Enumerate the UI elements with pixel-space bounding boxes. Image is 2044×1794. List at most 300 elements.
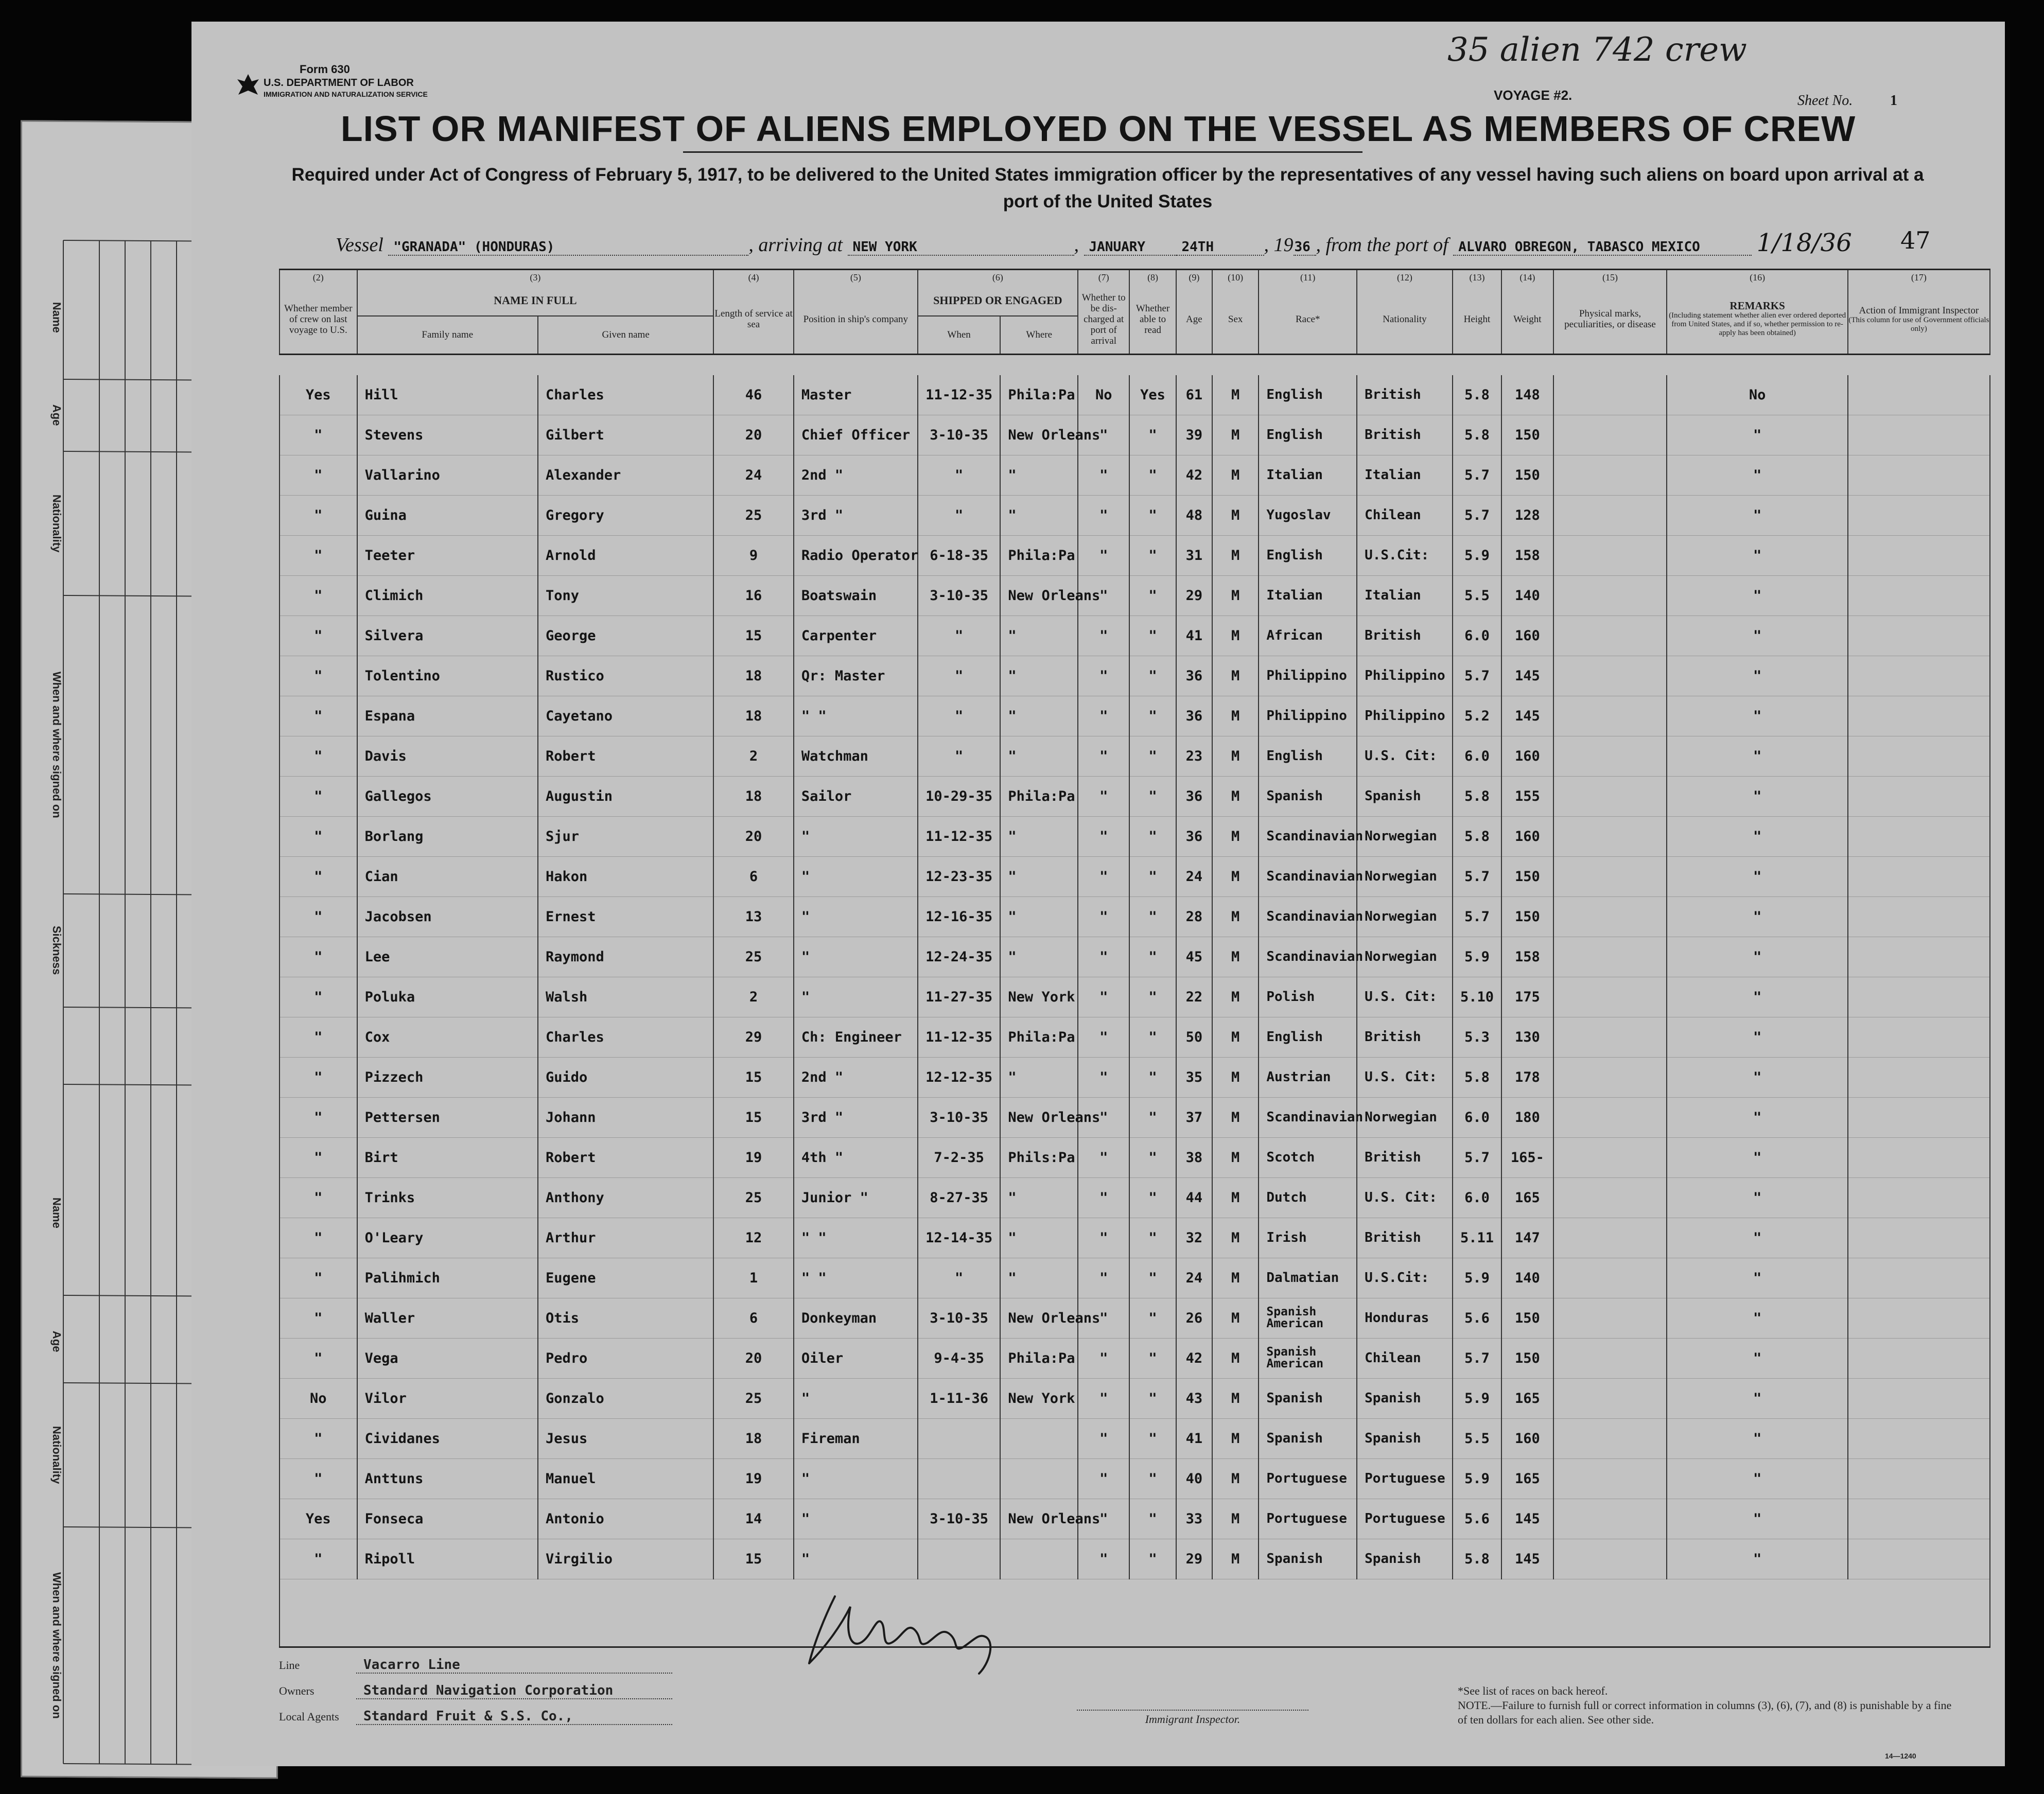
- sex-cell: M: [1212, 535, 1259, 575]
- remarks-cell: ": [1667, 736, 1847, 776]
- discharged-cell: ": [1078, 495, 1129, 535]
- service-cell: 20: [713, 816, 794, 856]
- position-cell: ": [794, 816, 918, 856]
- col-num-5: (5): [794, 270, 918, 285]
- remarks-cell: ": [1667, 1017, 1847, 1057]
- height-cell: 5.10: [1453, 977, 1501, 1017]
- able-read-cell: ": [1129, 696, 1176, 736]
- service-cell: 15: [713, 1539, 794, 1579]
- table-row: [279, 1378, 1990, 1418]
- remarks-cell: ": [1667, 1057, 1847, 1097]
- table-row: [279, 736, 1990, 776]
- race-cell: Spanish American: [1259, 1298, 1357, 1338]
- sex-cell: M: [1212, 1218, 1259, 1258]
- physical-marks-cell: [1553, 1258, 1667, 1298]
- shipped-when-cell: 12-23-35: [918, 856, 1001, 896]
- action-cell: [1848, 575, 1990, 615]
- nationality-cell: Honduras: [1357, 1298, 1453, 1338]
- member-cell: ": [279, 615, 357, 656]
- physical-marks-cell: [1553, 977, 1667, 1017]
- table-row: [279, 1338, 1990, 1378]
- given-name-cell: Otis: [538, 1298, 713, 1338]
- discharged-cell: ": [1078, 816, 1129, 856]
- able-read-cell: ": [1129, 1017, 1176, 1057]
- remarks-cell: ": [1667, 1418, 1847, 1458]
- shipped-where-cell: ": [1000, 495, 1078, 535]
- able-read-cell: Yes: [1129, 375, 1176, 415]
- physical-marks-cell: [1553, 1137, 1667, 1177]
- voyage-number: [1494, 87, 1572, 103]
- discharged-cell: ": [1078, 1057, 1129, 1097]
- able-read-cell: ": [1129, 415, 1176, 455]
- member-cell: Yes: [279, 375, 357, 415]
- nationality-cell: U.S. Cit:: [1357, 1057, 1453, 1097]
- action-cell: [1848, 375, 1990, 415]
- height-cell: 5.7: [1453, 856, 1501, 896]
- nationality-cell: Chilean: [1357, 495, 1453, 535]
- height-cell: 5.7: [1453, 896, 1501, 937]
- remarks-cell: ": [1667, 1177, 1847, 1218]
- age-cell: 36: [1176, 816, 1212, 856]
- nationality-cell: Norwegian: [1357, 937, 1453, 977]
- given-name-cell: Cayetano: [538, 696, 713, 736]
- race-cell: English: [1259, 535, 1357, 575]
- line-value: Vacarro Line: [356, 1657, 672, 1674]
- shipped-where-cell: Phila:Pa: [1000, 1017, 1078, 1057]
- member-cell: ": [279, 856, 357, 896]
- sheet-number: 1: [1890, 93, 1897, 109]
- from-label: , from the port of: [1316, 234, 1448, 256]
- action-cell: [1848, 415, 1990, 455]
- physical-marks-cell: [1553, 896, 1667, 937]
- height-cell: 5.8: [1453, 1539, 1501, 1579]
- service-cell: 18: [713, 656, 794, 696]
- family-name-cell: Vilor: [357, 1378, 538, 1418]
- owners-row: [279, 1683, 672, 1699]
- shipped-when-cell: 3-10-35: [918, 1298, 1001, 1338]
- action-cell: [1848, 977, 1990, 1017]
- sex-cell: M: [1212, 1057, 1259, 1097]
- position-cell: Ch: Engineer: [794, 1017, 918, 1057]
- remarks-cell: ": [1667, 575, 1847, 615]
- col-num-3: (3): [357, 270, 714, 285]
- race-cell: Spanish American: [1259, 1338, 1357, 1378]
- header-physical-marks: Physical marks, peculiarities, or disease: [1553, 285, 1667, 355]
- shipped-when-cell: 3-10-35: [918, 1097, 1001, 1137]
- vessel-label: Vessel: [336, 234, 383, 256]
- service-cell: 18: [713, 696, 794, 736]
- shipped-when-cell: ": [918, 495, 1001, 535]
- table-row: [279, 776, 1990, 816]
- col-num-7: (7): [1078, 270, 1129, 285]
- member-cell: ": [279, 736, 357, 776]
- stub-label-name-2: Name: [50, 1197, 63, 1228]
- weight-cell: 165: [1501, 1458, 1553, 1499]
- nationality-cell: Philippino: [1357, 656, 1453, 696]
- shipped-when-cell: 12-24-35: [918, 937, 1001, 977]
- family-name-cell: Jacobsen: [357, 896, 538, 937]
- able-read-cell: ": [1129, 575, 1176, 615]
- age-cell: 42: [1176, 1338, 1212, 1378]
- race-cell: Philippino: [1259, 696, 1357, 736]
- table-row: [279, 1218, 1990, 1258]
- service-cell: 15: [713, 615, 794, 656]
- agents-label: Local Agents: [279, 1710, 339, 1723]
- member-cell: ": [279, 455, 357, 495]
- able-read-cell: ": [1129, 856, 1176, 896]
- stub-label-nationality-2: Nationality: [50, 1426, 63, 1484]
- table-row: [279, 375, 1990, 415]
- member-cell: ": [279, 575, 357, 615]
- inspector-signature: [804, 1586, 1020, 1679]
- race-cell: African: [1259, 615, 1357, 656]
- weight-cell: 160: [1501, 816, 1553, 856]
- member-cell: ": [279, 1218, 357, 1258]
- sex-cell: M: [1212, 575, 1259, 615]
- position-cell: Qr: Master: [794, 656, 918, 696]
- remarks-cell: ": [1667, 1097, 1847, 1137]
- position-cell: Fireman: [794, 1418, 918, 1458]
- physical-marks-cell: [1553, 1539, 1667, 1579]
- remarks-cell: ": [1667, 937, 1847, 977]
- col-num-6: (6): [918, 270, 1078, 285]
- nationality-cell: British: [1357, 415, 1453, 455]
- given-name-cell: Rustico: [538, 656, 713, 696]
- action-cell: [1848, 816, 1990, 856]
- member-cell: ": [279, 1298, 357, 1338]
- discharged-cell: ": [1078, 896, 1129, 937]
- action-cell: [1848, 776, 1990, 816]
- remarks-cell: ": [1667, 1137, 1847, 1177]
- shipped-when-cell: 10-29-35: [918, 776, 1001, 816]
- height-cell: 5.8: [1453, 1057, 1501, 1097]
- sex-cell: M: [1212, 696, 1259, 736]
- given-name-cell: Augustin: [538, 776, 713, 816]
- weight-cell: 148: [1501, 375, 1553, 415]
- race-cell: Scandinavian: [1259, 1097, 1357, 1137]
- weight-cell: 160: [1501, 615, 1553, 656]
- shipped-where-cell: New Orleans: [1000, 575, 1078, 615]
- table-row: [279, 977, 1990, 1017]
- discharged-cell: ": [1078, 1097, 1129, 1137]
- race-cell: Austrian: [1259, 1057, 1357, 1097]
- position-cell: Oiler: [794, 1338, 918, 1378]
- family-name-cell: Poluka: [357, 977, 538, 1017]
- physical-marks-cell: [1553, 375, 1667, 415]
- height-cell: 5.8: [1453, 816, 1501, 856]
- action-cell: [1848, 1418, 1990, 1458]
- header-remarks: [1667, 285, 1847, 355]
- age-cell: 45: [1176, 937, 1212, 977]
- family-name-cell: Fonseca: [357, 1499, 538, 1539]
- family-name-cell: Anttuns: [357, 1458, 538, 1499]
- arriving-port: NEW YORK: [848, 239, 1074, 256]
- able-read-cell: ": [1129, 977, 1176, 1017]
- col-num-12: (12): [1357, 270, 1453, 285]
- weight-cell: 175: [1501, 977, 1553, 1017]
- voyage-value: #2.: [1553, 87, 1573, 103]
- member-cell: No: [279, 1378, 357, 1418]
- nationality-cell: Norwegian: [1357, 856, 1453, 896]
- shipped-when-cell: 11-12-35: [918, 375, 1001, 415]
- weight-cell: 180: [1501, 1097, 1553, 1137]
- action-cell: [1848, 1458, 1990, 1499]
- action-cell: [1848, 1137, 1990, 1177]
- race-cell: Spanish: [1259, 1539, 1357, 1579]
- given-name-cell: Alexander: [538, 455, 713, 495]
- weight-cell: 178: [1501, 1057, 1553, 1097]
- service-cell: 1: [713, 1258, 794, 1298]
- member-cell: ": [279, 776, 357, 816]
- action-cell: [1848, 1218, 1990, 1258]
- shipped-when-cell: ": [918, 455, 1001, 495]
- table-row: [279, 1177, 1990, 1218]
- action-cell: [1848, 1298, 1990, 1338]
- race-cell: Portuguese: [1259, 1499, 1357, 1539]
- agents-row: [279, 1709, 672, 1725]
- race-cell: Scandinavian: [1259, 937, 1357, 977]
- able-read-cell: ": [1129, 615, 1176, 656]
- col-num-4: (4): [713, 270, 794, 285]
- owners-value: Standard Navigation Corporation: [356, 1683, 672, 1699]
- weight-cell: 150: [1501, 1338, 1553, 1378]
- nationality-cell: Philippino: [1357, 696, 1453, 736]
- member-cell: ": [279, 816, 357, 856]
- shipped-where-cell: ": [1000, 1258, 1078, 1298]
- age-cell: 61: [1176, 375, 1212, 415]
- physical-marks-cell: [1553, 1378, 1667, 1418]
- given-name-cell: Jesus: [538, 1418, 713, 1458]
- table-row: [279, 495, 1990, 535]
- departure-port: ALVARO OBREGON, TABASCO MEXICO: [1453, 239, 1752, 256]
- nationality-cell: British: [1357, 1017, 1453, 1057]
- position-cell: Watchman: [794, 736, 918, 776]
- sex-cell: M: [1212, 1097, 1259, 1137]
- action-note: (This column for use of Government officials only): [1848, 315, 1989, 333]
- stub-label-signed-on-2: When and where signed on: [50, 1572, 63, 1719]
- header-position: Position in ship's company: [794, 285, 918, 355]
- weight-cell: 165-: [1501, 1137, 1553, 1177]
- voyage-label: VOYAGE: [1494, 87, 1550, 103]
- remarks-cell: ": [1667, 615, 1847, 656]
- action-cell: [1848, 1539, 1990, 1579]
- physical-marks-cell: [1553, 1057, 1667, 1097]
- race-cell: Dutch: [1259, 1177, 1357, 1218]
- remarks-cell: ": [1667, 1499, 1847, 1539]
- remarks-title: REMARKS: [1729, 300, 1785, 312]
- action-cell: [1848, 1057, 1990, 1097]
- position-cell: ": [794, 896, 918, 937]
- physical-marks-cell: [1553, 696, 1667, 736]
- member-cell: ": [279, 1338, 357, 1378]
- header-weight: Weight: [1501, 285, 1553, 355]
- sex-cell: M: [1212, 1017, 1259, 1057]
- stub-label-age-2: Age: [50, 1331, 63, 1352]
- nationality-cell: U.S. Cit:: [1357, 977, 1453, 1017]
- age-cell: 44: [1176, 1177, 1212, 1218]
- race-cell: Polish: [1259, 977, 1357, 1017]
- given-name-cell: Charles: [538, 375, 713, 415]
- sex-cell: M: [1212, 656, 1259, 696]
- given-name-cell: Johann: [538, 1097, 713, 1137]
- position-cell: 3rd ": [794, 1097, 918, 1137]
- given-name-cell: Robert: [538, 1137, 713, 1177]
- nationality-cell: U.S. Cit:: [1357, 736, 1453, 776]
- service-cell: 6: [713, 856, 794, 896]
- service-cell: 6: [713, 1298, 794, 1338]
- col-num-16: (16): [1667, 270, 1847, 285]
- physical-marks-cell: [1553, 615, 1667, 656]
- race-cell: Spanish: [1259, 776, 1357, 816]
- given-name-cell: George: [538, 615, 713, 656]
- sex-cell: M: [1212, 1177, 1259, 1218]
- race-cell: Portuguese: [1259, 1458, 1357, 1499]
- service-name: IMMIGRATION AND NATURALIZATION SERVICE: [264, 90, 428, 98]
- family-name-cell: Lee: [357, 937, 538, 977]
- age-cell: 22: [1176, 977, 1212, 1017]
- remarks-cell: ": [1667, 455, 1847, 495]
- age-cell: 29: [1176, 575, 1212, 615]
- action-cell: [1848, 937, 1990, 977]
- shipped-when-cell: ": [918, 1258, 1001, 1298]
- age-cell: 43: [1176, 1378, 1212, 1418]
- remarks-cell: ": [1667, 535, 1847, 575]
- position-cell: " ": [794, 1218, 918, 1258]
- weight-cell: 165: [1501, 1177, 1553, 1218]
- service-cell: 15: [713, 1057, 794, 1097]
- shipped-where-cell: ": [1000, 937, 1078, 977]
- able-read-cell: ": [1129, 896, 1176, 937]
- physical-marks-cell: [1553, 736, 1667, 776]
- year-prefix: 19: [1273, 234, 1294, 256]
- physical-marks-cell: [1553, 656, 1667, 696]
- header-where: Where: [1000, 316, 1078, 355]
- position-cell: " ": [794, 696, 918, 736]
- position-cell: Chief Officer: [794, 415, 918, 455]
- shipped-where-cell: New Orleans: [1000, 415, 1078, 455]
- shipped-when-cell: [918, 1458, 1001, 1499]
- physical-marks-cell: [1553, 1499, 1667, 1539]
- shipped-when-cell: ": [918, 656, 1001, 696]
- nationality-cell: Italian: [1357, 455, 1453, 495]
- footnote-penalty: NOTE.—Failure to furnish full or correct information in columns (3), (6), (7), and (8) is punishable by a fine of ten dollars for each alien. See other side.: [1458, 1699, 1952, 1726]
- table-row: [279, 1097, 1990, 1137]
- header-height: Height: [1453, 285, 1501, 355]
- able-read-cell: ": [1129, 1218, 1176, 1258]
- able-read-cell: ": [1129, 1499, 1176, 1539]
- header-discharged: Whether to be dis-charged at port of arrival: [1078, 285, 1129, 355]
- shipped-where-cell: [1000, 1539, 1078, 1579]
- service-cell: 25: [713, 1378, 794, 1418]
- header-age: Age: [1176, 285, 1212, 355]
- stub-label-name: Name: [50, 302, 63, 333]
- discharged-cell: ": [1078, 1378, 1129, 1418]
- shipped-where-cell: New Orleans: [1000, 1298, 1078, 1338]
- sex-cell: M: [1212, 415, 1259, 455]
- able-read-cell: ": [1129, 1298, 1176, 1338]
- position-cell: Donkeyman: [794, 1298, 918, 1338]
- shipped-when-cell: 9-4-35: [918, 1338, 1001, 1378]
- physical-marks-cell: [1553, 1017, 1667, 1057]
- shipped-when-cell: 12-12-35: [918, 1057, 1001, 1097]
- shipped-where-cell: ": [1000, 816, 1078, 856]
- discharged-cell: No: [1078, 375, 1129, 415]
- service-cell: 15: [713, 1097, 794, 1137]
- shipped-when-cell: 6-18-35: [918, 535, 1001, 575]
- remarks-cell: ": [1667, 1378, 1847, 1418]
- table-row: [279, 1499, 1990, 1539]
- member-cell: ": [279, 1177, 357, 1218]
- header-given-name: Given name: [538, 316, 713, 355]
- member-cell: ": [279, 1458, 357, 1499]
- shipped-when-cell: 12-14-35: [918, 1218, 1001, 1258]
- shipped-where-cell: ": [1000, 1057, 1078, 1097]
- table-row: [279, 816, 1990, 856]
- service-cell: 25: [713, 495, 794, 535]
- service-cell: 25: [713, 937, 794, 977]
- race-cell: Scandinavian: [1259, 856, 1357, 896]
- header-sex: Sex: [1212, 285, 1259, 355]
- crew-rows: [279, 355, 1990, 1647]
- race-cell: Italian: [1259, 575, 1357, 615]
- top-spacer: [279, 355, 1990, 375]
- arrival-day: 24TH: [1177, 239, 1264, 256]
- footnote: [1458, 1684, 1962, 1727]
- family-name-cell: Birt: [357, 1137, 538, 1177]
- position-cell: Junior ": [794, 1177, 918, 1218]
- table-row: [279, 1137, 1990, 1177]
- member-cell: ": [279, 696, 357, 736]
- given-name-cell: Gregory: [538, 495, 713, 535]
- given-name-cell: Virgilio: [538, 1539, 713, 1579]
- physical-marks-cell: [1553, 575, 1667, 615]
- table-row: [279, 1298, 1990, 1338]
- department: [264, 77, 469, 100]
- discharged-cell: ": [1078, 1499, 1129, 1539]
- position-cell: 2nd ": [794, 455, 918, 495]
- family-name-cell: Cian: [357, 856, 538, 896]
- member-cell: Yes: [279, 1499, 357, 1539]
- header-length-service: Length of service at sea: [713, 285, 794, 355]
- family-name-cell: Cividanes: [357, 1418, 538, 1458]
- table-row: [279, 1458, 1990, 1499]
- given-name-cell: Gilbert: [538, 415, 713, 455]
- nationality-cell: British: [1357, 375, 1453, 415]
- weight-cell: 160: [1501, 736, 1553, 776]
- sex-cell: M: [1212, 856, 1259, 896]
- sex-cell: M: [1212, 1458, 1259, 1499]
- shipped-when-cell: ": [918, 615, 1001, 656]
- service-cell: 24: [713, 455, 794, 495]
- able-read-cell: ": [1129, 1418, 1176, 1458]
- family-name-cell: Climich: [357, 575, 538, 615]
- member-cell: ": [279, 535, 357, 575]
- physical-marks-cell: [1553, 1177, 1667, 1218]
- physical-marks-cell: [1553, 856, 1667, 896]
- age-cell: 24: [1176, 856, 1212, 896]
- family-name-cell: Pettersen: [357, 1097, 538, 1137]
- sex-cell: M: [1212, 1298, 1259, 1338]
- sex-cell: M: [1212, 1338, 1259, 1378]
- inspector-label: Immigrant Inspector.: [1077, 1710, 1308, 1726]
- member-cell: ": [279, 1258, 357, 1298]
- physical-marks-cell: [1553, 535, 1667, 575]
- weight-cell: 145: [1501, 1499, 1553, 1539]
- weight-cell: 150: [1501, 455, 1553, 495]
- shipped-where-cell: ": [1000, 615, 1078, 656]
- service-cell: 9: [713, 535, 794, 575]
- page-title: LIST OR MANIFEST OF ALIENS EMPLOYED ON THE VESSEL AS MEMBERS OF CREW: [340, 109, 1856, 149]
